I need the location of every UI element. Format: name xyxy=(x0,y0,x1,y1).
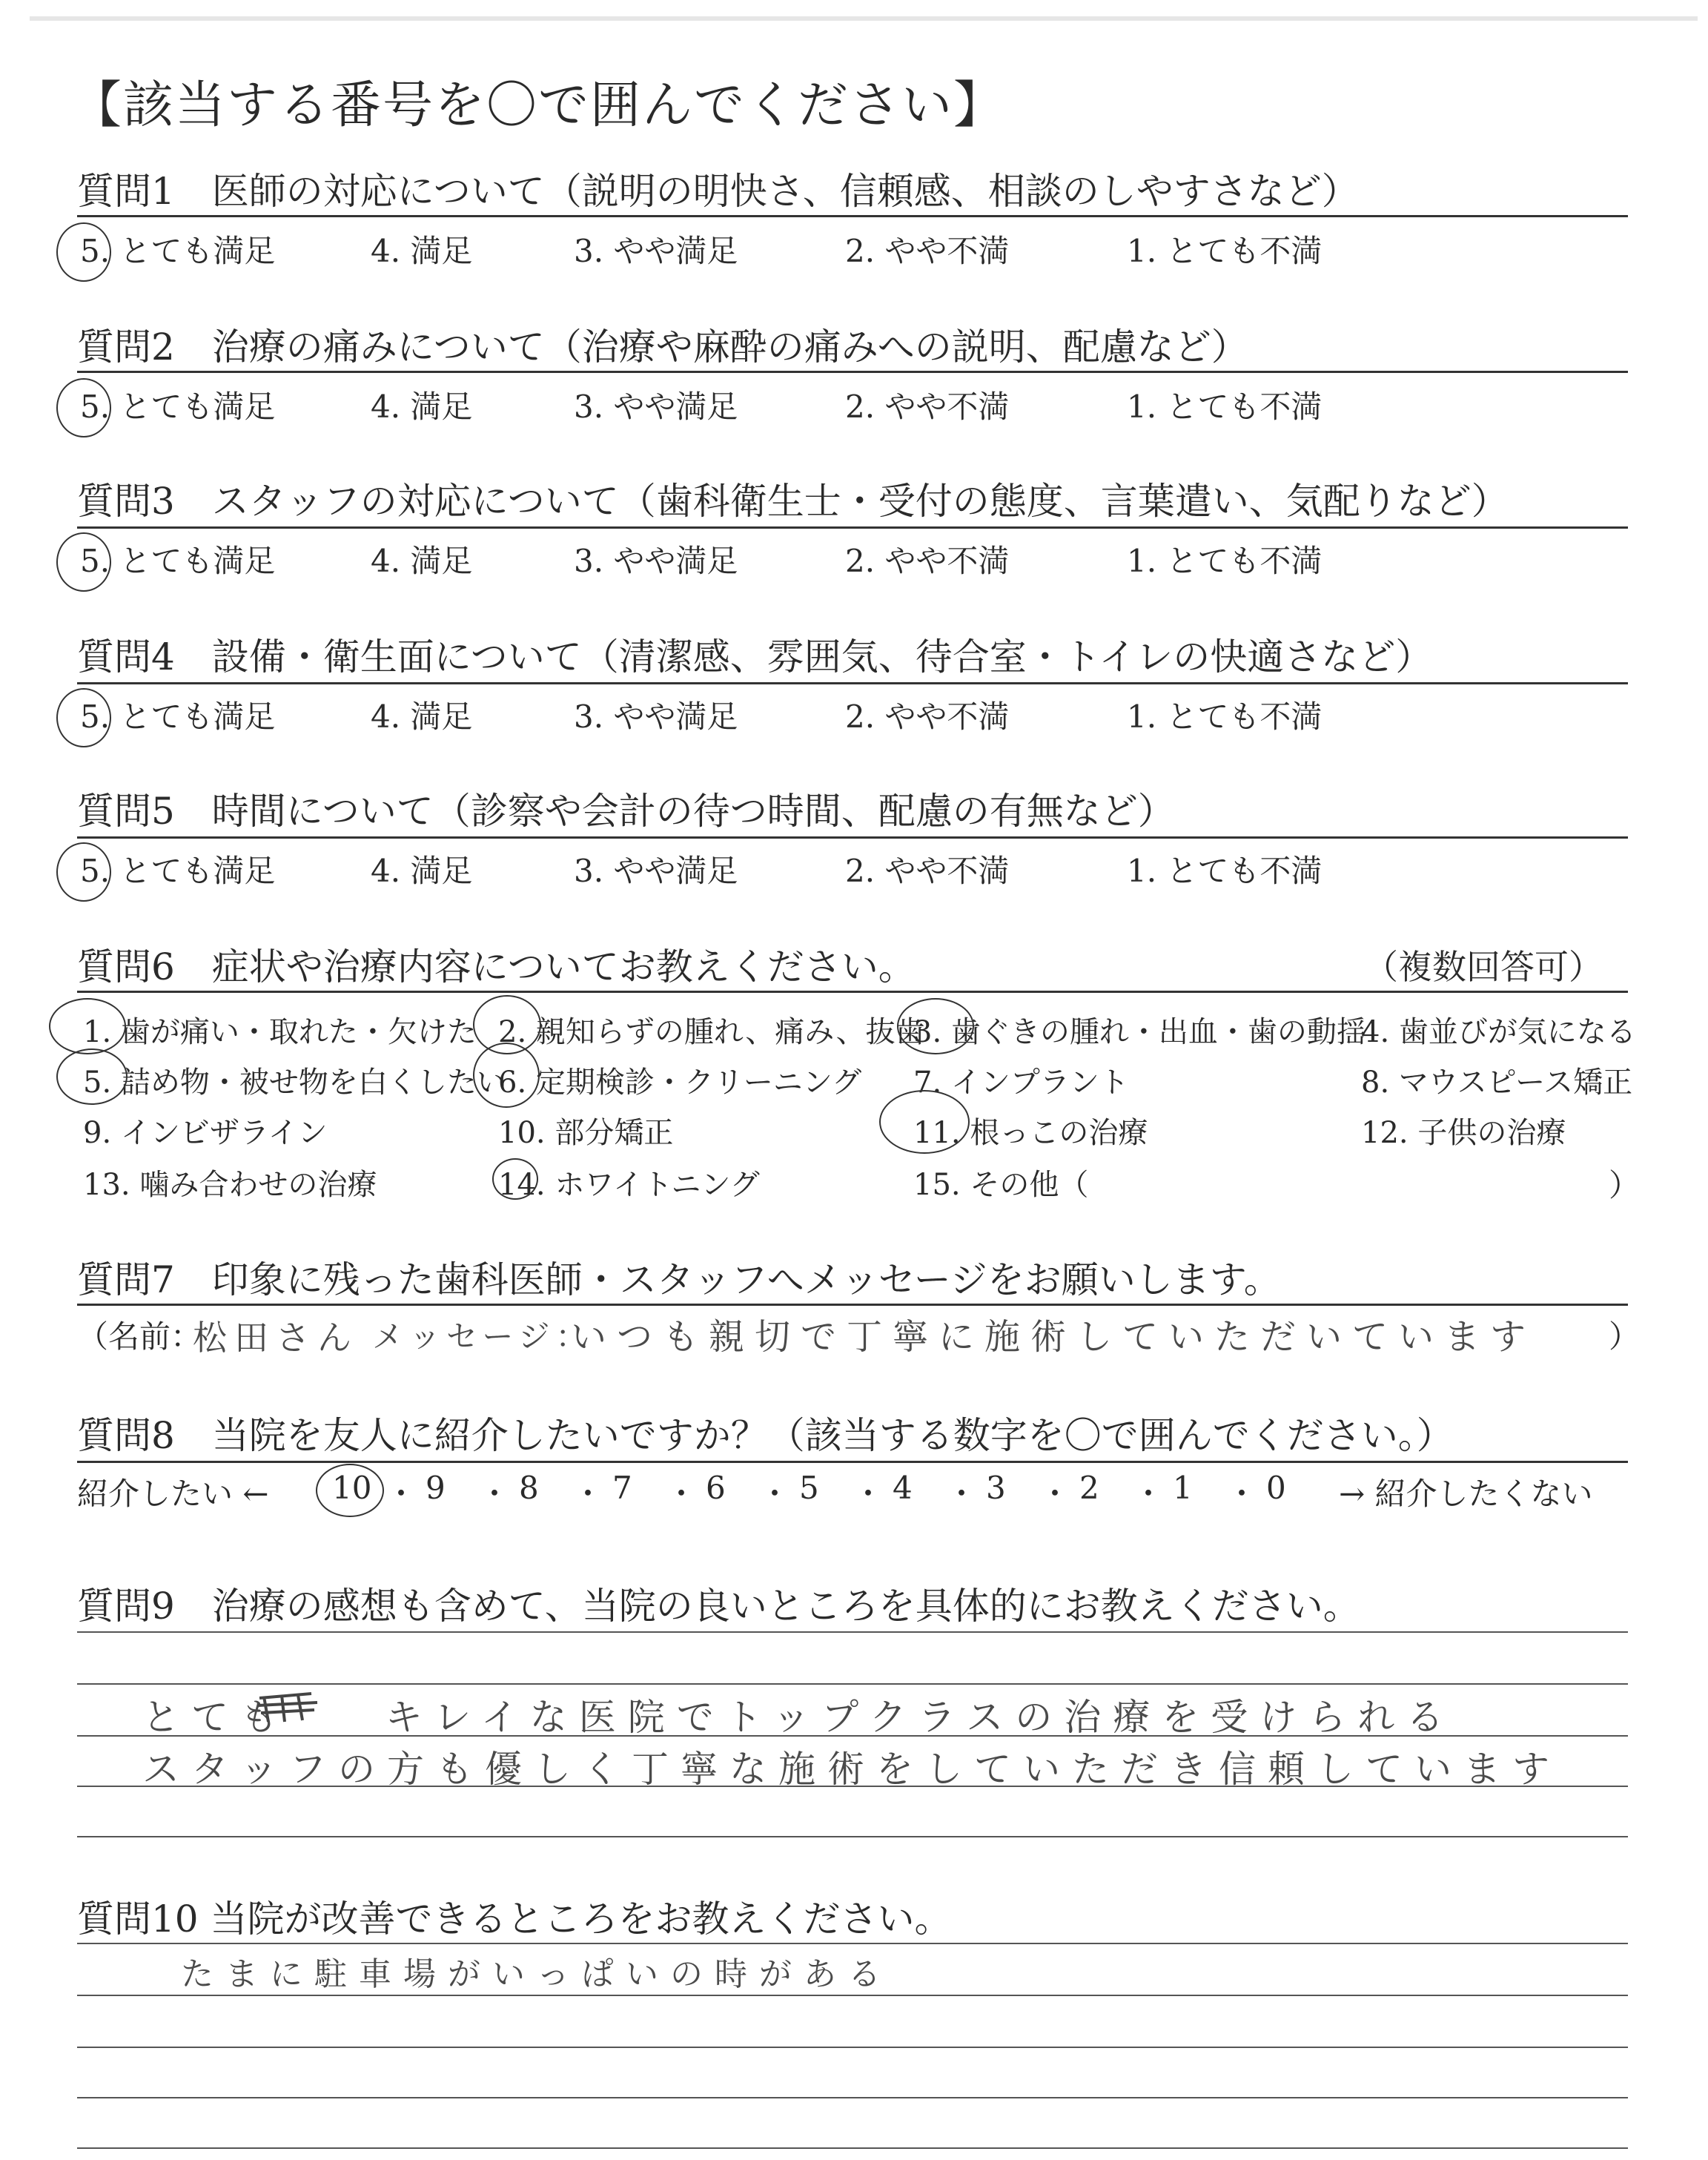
q8-scale-separator: ・ xyxy=(1133,1476,1165,1512)
q6-item-13[interactable]: 13. 噛み合わせの治療 xyxy=(83,1168,377,1202)
q6-item-14[interactable]: 14. ホワイトニング xyxy=(498,1168,760,1202)
q9-rule-1 xyxy=(77,1631,1628,1633)
q7-close: ） xyxy=(1609,1318,1641,1355)
q10-rule-1 xyxy=(77,1943,1628,1944)
q8-left-label: 紹介したい ← xyxy=(77,1476,269,1512)
q6-item-6[interactable]: 6. 定期検診・クリーニング xyxy=(498,1066,862,1100)
q6-item-4[interactable]: 4. 歯並びが気になる xyxy=(1361,1015,1636,1049)
q8-scale-value-3[interactable]: 3 xyxy=(986,1470,1006,1506)
q9-answer-line-1[interactable]: とても キレイな医院でトップクラスの治療を受けられる xyxy=(142,1696,1456,1739)
q3-option-5[interactable]: 5. とても満足 xyxy=(80,543,276,579)
q2-option-1[interactable]: 1. とても不満 xyxy=(1127,389,1323,425)
q10-answer-line-1[interactable]: たまに駐車場がいっぱいの時がある xyxy=(181,1955,893,1993)
q10-rule-5 xyxy=(77,2147,1628,2149)
q9-rule-2 xyxy=(77,1683,1628,1685)
q7-title: 質問7 印象に残った歯科医師・スタッフへメッセージをお願いします。 xyxy=(77,1258,1281,1301)
q8-scale-value-6[interactable]: 6 xyxy=(706,1470,726,1506)
q8-scale-value-10[interactable]: 10 xyxy=(332,1470,372,1506)
q8-scale-separator: ・ xyxy=(479,1476,511,1512)
q2-selected-circle xyxy=(56,378,111,437)
q8-scale-separator: ・ xyxy=(572,1476,604,1512)
q5-option-5[interactable]: 5. とても満足 xyxy=(80,853,276,889)
q8-rule xyxy=(77,1461,1628,1463)
q8-scale-separator: ・ xyxy=(759,1476,791,1512)
q2-option-4[interactable]: 4. 満足 xyxy=(371,389,473,425)
q2-title: 質問2 治療の痛みについて（治療や麻酔の痛みへの説明、配慮など） xyxy=(77,326,1248,369)
q1-option-5[interactable]: 5. とても満足 xyxy=(80,233,276,269)
q8-scale-value-5[interactable]: 5 xyxy=(799,1470,819,1506)
q4-option-5[interactable]: 5. とても満足 xyxy=(80,698,276,735)
q6-item-5-circle xyxy=(56,1048,128,1105)
q6-item-9[interactable]: 9. インビザライン xyxy=(83,1116,328,1150)
q4-title: 質問4 設備・衛生面について（清潔感、雰囲気、待合室・トイレの快適さなど） xyxy=(77,635,1433,678)
q10-rule-3 xyxy=(77,2047,1628,2048)
q8-right-label: → 紹介したくない xyxy=(1339,1476,1593,1512)
q4-rule xyxy=(77,682,1628,684)
q7-rule xyxy=(77,1304,1628,1306)
top-rule xyxy=(30,16,1698,21)
q8-scale-separator: ・ xyxy=(946,1476,978,1512)
q6-item-5[interactable]: 5. 詰め物・被せ物を白くしたい xyxy=(83,1066,506,1100)
q4-option-1[interactable]: 1. とても不満 xyxy=(1127,698,1323,735)
q5-selected-circle xyxy=(56,842,111,902)
q8-scale-separator: ・ xyxy=(1226,1476,1258,1512)
q6-item-2[interactable]: 2. 親知らずの腫れ、痛み、抜歯 xyxy=(498,1015,925,1049)
q8-title: 質問8 当院を友人に紹介したいですか？（該当する数字を〇で囲んでください。） xyxy=(77,1414,1454,1457)
q5-rule xyxy=(77,836,1628,839)
q8-scale-value-2[interactable]: 2 xyxy=(1079,1470,1099,1506)
q3-option-2[interactable]: 2. やや不満 xyxy=(845,543,1010,579)
q1-selected-circle xyxy=(56,222,111,282)
q5-option-1[interactable]: 1. とても不満 xyxy=(1127,853,1323,889)
q6-item-8[interactable]: 8. マウスピース矯正 xyxy=(1361,1066,1633,1100)
q8-scale-separator: ・ xyxy=(1039,1476,1071,1512)
q2-option-3[interactable]: 3. やや満足 xyxy=(574,389,738,425)
q3-option-1[interactable]: 1. とても不満 xyxy=(1127,543,1323,579)
q3-option-3[interactable]: 3. やや満足 xyxy=(574,543,738,579)
q6-item-11[interactable]: 11. 根っこの治療 xyxy=(913,1116,1148,1150)
q6-item-11-circle xyxy=(879,1090,970,1154)
q10-title: 質問10 当院が改善できるところをお教えください。 xyxy=(77,1898,952,1941)
q8-scale-value-4[interactable]: 4 xyxy=(893,1470,913,1506)
q8-scale-value-0[interactable]: 0 xyxy=(1266,1470,1286,1506)
q8-scale-value-1[interactable]: 1 xyxy=(1173,1470,1193,1506)
q6-item-3-circle xyxy=(897,998,974,1054)
q7-name-value[interactable]: 松田さん xyxy=(193,1318,359,1358)
q1-option-3[interactable]: 3. やや満足 xyxy=(574,233,738,269)
q3-title: 質問3 スタッフの対応について（歯科衛生士・受付の態度、言葉遣い、気配りなど） xyxy=(77,480,1509,523)
q6-title: 質問6 症状や治療内容についてお教えください。 xyxy=(77,945,916,988)
q4-selected-circle xyxy=(56,688,111,747)
q6-item-12[interactable]: 12. 子供の治療 xyxy=(1361,1116,1566,1150)
q6-item-1[interactable]: 1. 歯が痛い・取れた・欠けた xyxy=(83,1015,477,1049)
q5-option-2[interactable]: 2. やや不満 xyxy=(845,853,1010,889)
q8-scale-value-9[interactable]: 9 xyxy=(426,1470,446,1506)
q9-rule-5 xyxy=(77,1836,1628,1837)
q8-scale-separator: ・ xyxy=(666,1476,698,1512)
q10-rule-4 xyxy=(77,2097,1628,2098)
q10-rule-2 xyxy=(77,1995,1628,1996)
q4-option-2[interactable]: 2. やや不満 xyxy=(845,698,1010,735)
q1-rule xyxy=(77,215,1628,217)
q8-scale-value-7[interactable]: 7 xyxy=(612,1470,632,1506)
q7-message-label: メッセージ： xyxy=(372,1318,593,1355)
q9-answer-line-2[interactable]: スタッフの方も優しく丁寧な施術をしていただき信頼しています xyxy=(142,1748,1561,1791)
q6-item-7[interactable]: 7. インプラント xyxy=(913,1066,1129,1100)
q7-message-value[interactable]: いつも親切で丁寧に施術していただいています xyxy=(571,1316,1537,1358)
q6-other-close: ） xyxy=(1609,1167,1641,1203)
q5-option-4[interactable]: 4. 満足 xyxy=(371,853,473,889)
q5-option-3[interactable]: 3. やや満足 xyxy=(574,853,738,889)
q6-item-14-circle xyxy=(492,1158,538,1200)
q1-option-4[interactable]: 4. 満足 xyxy=(371,233,473,269)
q6-multiple-note: （複数回答可） xyxy=(1364,947,1603,987)
q8-scale-separator: ・ xyxy=(385,1476,417,1512)
q1-option-1[interactable]: 1. とても不満 xyxy=(1127,233,1323,269)
q6-rule xyxy=(77,991,1628,993)
q6-item-3[interactable]: 3. 歯ぐきの腫れ・出血・歯の動揺 xyxy=(913,1015,1366,1049)
page-heading: 【該当する番号を〇で囲んでください】 xyxy=(71,76,1006,135)
q3-option-4[interactable]: 4. 満足 xyxy=(371,543,473,579)
q4-option-4[interactable]: 4. 満足 xyxy=(371,698,473,735)
q8-selected-circle xyxy=(316,1464,384,1517)
q2-option-5[interactable]: 5. とても満足 xyxy=(80,389,276,425)
q2-rule xyxy=(77,371,1628,373)
q2-option-2[interactable]: 2. やや不満 xyxy=(845,389,1010,425)
q6-item-10[interactable]: 10. 部分矯正 xyxy=(498,1116,674,1150)
q3-rule xyxy=(77,526,1628,529)
q3-selected-circle xyxy=(56,532,111,592)
q9-title: 質問9 治療の感想も含めて、当院の良いところを具体的にお教えください。 xyxy=(77,1585,1360,1628)
q8-scale-value-8[interactable]: 8 xyxy=(519,1470,539,1506)
q6-item-1-circle xyxy=(49,998,126,1054)
q1-option-2[interactable]: 2. やや不満 xyxy=(845,233,1010,269)
q5-title: 質問5 時間について（診察や会計の待つ時間、配慮の有無など） xyxy=(77,790,1175,833)
q1-title: 質問1 医師の対応について（説明の明快さ、信頼感、相談のしやすさなど） xyxy=(77,170,1359,213)
q6-item-6-circle xyxy=(473,1043,540,1108)
q4-option-3[interactable]: 3. やや満足 xyxy=(574,698,738,735)
q8-scale-separator: ・ xyxy=(853,1476,884,1512)
q7-name-label: （名前： xyxy=(77,1318,202,1355)
q6-item-15[interactable]: 15. その他（ xyxy=(913,1168,1089,1202)
